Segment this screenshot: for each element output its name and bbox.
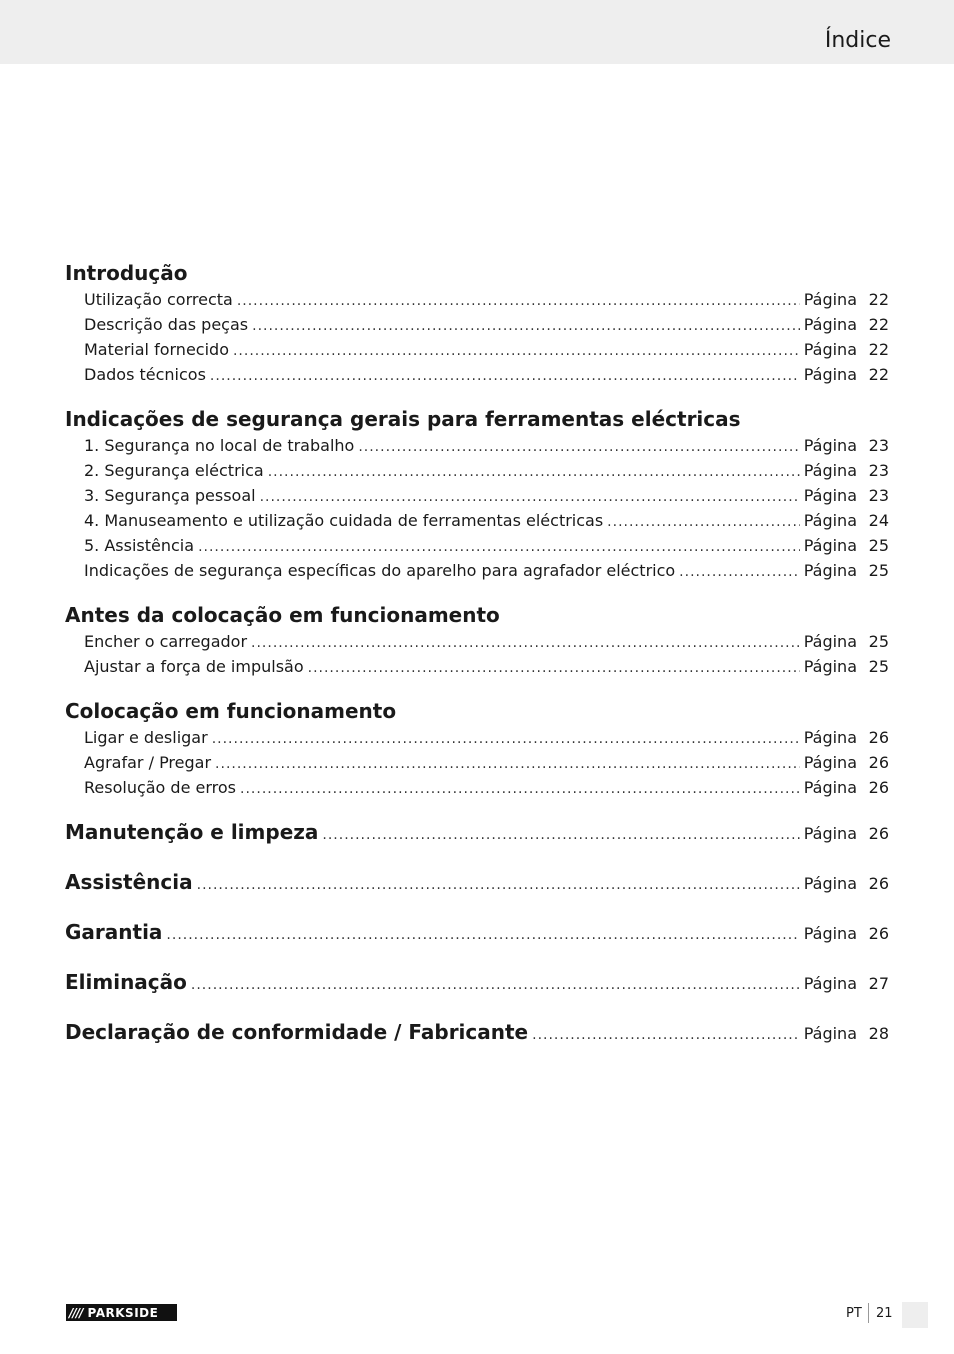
page-word: Página bbox=[803, 974, 857, 993]
toc-entry[interactable] bbox=[65, 629, 889, 654]
dot-leader bbox=[322, 821, 799, 849]
page-number-footer: 21 bbox=[876, 1306, 893, 1321]
toc-section bbox=[65, 601, 889, 679]
page-word: Página bbox=[803, 290, 857, 309]
page-word: Página bbox=[803, 632, 857, 651]
dot-leader bbox=[252, 314, 800, 339]
entry-label: Material fornecido bbox=[84, 340, 229, 359]
page-number: 26 bbox=[868, 728, 889, 747]
section-heading: Declaração de conformidade / Fabricante bbox=[65, 1020, 529, 1044]
dot-leader bbox=[308, 656, 800, 681]
toc-section-entry[interactable] bbox=[65, 868, 889, 896]
entry-label: Resolução de erros bbox=[84, 778, 237, 797]
page-number: 23 bbox=[868, 486, 889, 505]
entry-label: 4. Manuseamento e utilização cuidada de ferramentas eléctricas bbox=[84, 511, 604, 530]
entry-label: 3. Segurança pessoal bbox=[84, 486, 256, 505]
toc-section-entry[interactable] bbox=[65, 818, 889, 846]
page-number: 26 bbox=[868, 874, 889, 893]
entry-label: Utilização correcta bbox=[84, 290, 233, 309]
section-heading: Garantia bbox=[65, 920, 163, 944]
page-number: 24 bbox=[868, 511, 889, 530]
dot-leader bbox=[532, 1021, 800, 1049]
entry-label: 5. Assistência bbox=[84, 536, 195, 555]
entry-label: Dados técnicos bbox=[84, 365, 206, 384]
page-number: 23 bbox=[868, 461, 889, 480]
section-heading: Eliminação bbox=[65, 970, 187, 994]
footer-divider bbox=[868, 1303, 869, 1323]
page-word: Página bbox=[803, 874, 857, 893]
toc-entry[interactable] bbox=[65, 312, 889, 337]
toc-section bbox=[65, 405, 889, 583]
dot-leader bbox=[197, 871, 800, 899]
dot-leader bbox=[210, 364, 800, 389]
toc-entry[interactable] bbox=[65, 362, 889, 387]
dot-leader bbox=[358, 435, 799, 460]
page-number: 26 bbox=[868, 824, 889, 843]
page-number: 28 bbox=[868, 1024, 889, 1043]
logo-brand: PARKSIDE bbox=[87, 1305, 159, 1320]
toc-entry[interactable] bbox=[65, 775, 889, 800]
section-heading: Colocação em funcionamento bbox=[65, 699, 397, 723]
page-word: Página bbox=[803, 340, 857, 359]
toc-entry[interactable] bbox=[65, 654, 889, 679]
entry-label: Agrafar / Pregar bbox=[84, 753, 212, 772]
page-word: Página bbox=[803, 924, 857, 943]
page-word: Página bbox=[803, 511, 857, 530]
page-number: 25 bbox=[868, 657, 889, 676]
section-heading: Indicações de segurança gerais para ferramentas eléctricas bbox=[65, 407, 741, 431]
page-word: Página bbox=[803, 436, 857, 455]
dot-leader bbox=[198, 535, 800, 560]
header-band bbox=[0, 0, 954, 64]
toc-entry[interactable] bbox=[65, 533, 889, 558]
toc-section bbox=[65, 697, 889, 800]
table-of-contents bbox=[65, 259, 889, 1068]
page-word: Página bbox=[803, 778, 857, 797]
page-title: Índice bbox=[824, 28, 891, 53]
page-number: 25 bbox=[868, 536, 889, 555]
dot-leader bbox=[166, 921, 799, 949]
entry-label: Ajustar a força de impulsão bbox=[84, 657, 304, 676]
dot-leader bbox=[237, 289, 800, 314]
page-number: 25 bbox=[868, 561, 889, 580]
dot-leader bbox=[607, 510, 800, 535]
page-number: 25 bbox=[868, 632, 889, 651]
page-number: 26 bbox=[868, 753, 889, 772]
page-word: Página bbox=[803, 753, 857, 772]
toc-entry[interactable] bbox=[65, 725, 889, 750]
toc-entry[interactable] bbox=[65, 287, 889, 312]
language-code: PT bbox=[846, 1306, 862, 1321]
page-word: Página bbox=[803, 486, 857, 505]
page-word: Página bbox=[803, 365, 857, 384]
dot-leader bbox=[212, 727, 800, 752]
toc-section-entry[interactable] bbox=[65, 968, 889, 996]
section-heading: Assistência bbox=[65, 870, 193, 894]
toc-section bbox=[65, 259, 889, 387]
section-heading: Manutenção e limpeza bbox=[65, 820, 319, 844]
page-number: 27 bbox=[868, 974, 889, 993]
logo-stripes: //// bbox=[69, 1305, 83, 1320]
page-number: 26 bbox=[868, 924, 889, 943]
page-word: Página bbox=[803, 1024, 857, 1043]
page-number: 22 bbox=[868, 340, 889, 359]
toc-section-entry[interactable] bbox=[65, 918, 889, 946]
section-heading: Antes da colocação em funcionamento bbox=[65, 603, 500, 627]
page-number: 26 bbox=[868, 778, 889, 797]
dot-leader bbox=[251, 631, 800, 656]
dot-leader bbox=[268, 460, 800, 485]
footer-tab-box bbox=[902, 1302, 928, 1328]
toc-entry[interactable] bbox=[65, 508, 889, 533]
toc-entry[interactable] bbox=[65, 483, 889, 508]
page-word: Página bbox=[803, 824, 857, 843]
toc-section-entry[interactable] bbox=[65, 1018, 889, 1046]
page-word: Página bbox=[803, 657, 857, 676]
toc-entry[interactable] bbox=[65, 458, 889, 483]
page-number: 22 bbox=[868, 365, 889, 384]
toc-entry[interactable] bbox=[65, 433, 889, 458]
dot-leader bbox=[191, 971, 800, 999]
dot-leader bbox=[240, 777, 800, 802]
entry-label: Indicações de segurança específicas do aparelho para agrafador eléctrico bbox=[84, 561, 676, 580]
page-word: Página bbox=[803, 561, 857, 580]
entry-label: Descrição das peças bbox=[84, 315, 249, 334]
dot-leader bbox=[679, 560, 800, 585]
parkside-logo bbox=[66, 1304, 177, 1321]
page-word: Página bbox=[803, 315, 857, 334]
page-number: 22 bbox=[868, 315, 889, 334]
entry-label: Ligar e desligar bbox=[84, 728, 208, 747]
entry-label: 1. Segurança no local de trabalho bbox=[84, 436, 355, 455]
entry-label: Encher o carregador bbox=[84, 632, 248, 651]
dot-leader bbox=[215, 752, 800, 777]
toc-entry[interactable] bbox=[65, 558, 889, 583]
section-heading: Introdução bbox=[65, 261, 188, 285]
page-number: 23 bbox=[868, 436, 889, 455]
toc-entry[interactable] bbox=[65, 750, 889, 775]
page-word: Página bbox=[803, 461, 857, 480]
page-number: 22 bbox=[868, 290, 889, 309]
page-word: Página bbox=[803, 536, 857, 555]
dot-leader bbox=[233, 339, 800, 364]
page-word: Página bbox=[803, 728, 857, 747]
toc-entry[interactable] bbox=[65, 337, 889, 362]
dot-leader bbox=[260, 485, 800, 510]
entry-label: 2. Segurança eléctrica bbox=[84, 461, 264, 480]
